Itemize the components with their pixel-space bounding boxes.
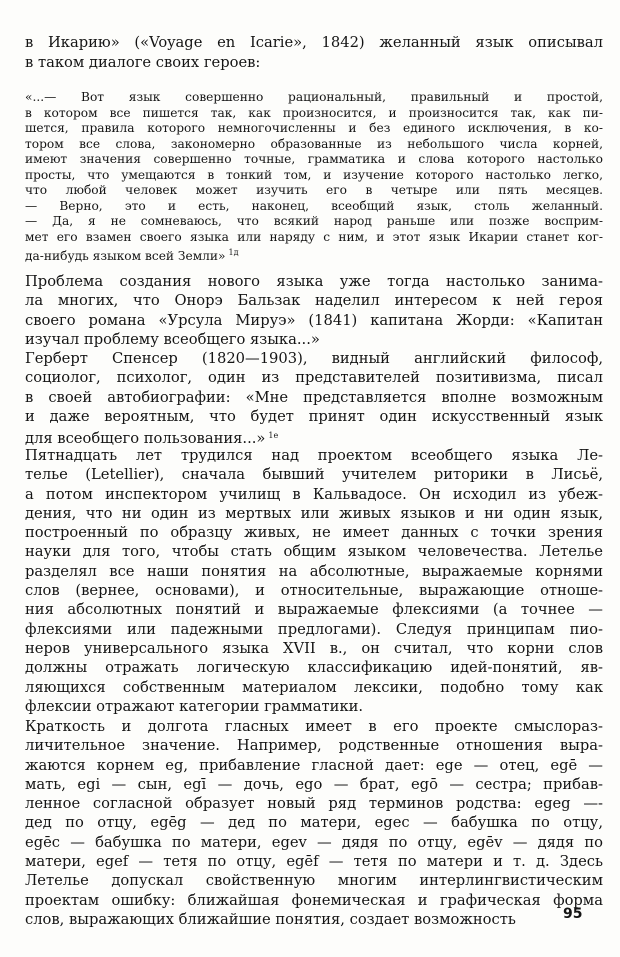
text-line: мет его взамен своего языка или наряду с ним, и этот язык Икарии станет ког- — [25, 229, 603, 244]
intro-text — [25, 33, 603, 72]
text-line: должны отражать логическую классификацию идей-понятий, яв- — [25, 659, 603, 677]
text-line: имеют значения совершенно точные, грамматика и слова которого настолько — [25, 152, 603, 166]
footnote-ref: 1д — [228, 248, 239, 257]
paragraph-letellier — [25, 446, 603, 716]
text-line: флексии отражают категории грамматики. — [25, 697, 364, 715]
text-line: дед по отцу, egēg — дед по матери, egec — бабушка по отцу, — [25, 814, 603, 832]
text-line: ния абсолютных понятий и выражаемые флексиями (а точнее — — [25, 601, 603, 619]
text-line: ла многих, что Онорэ Бальзак наделил интересом к ней героя — [25, 292, 603, 310]
text-line: матери, egef — тетя по отцу, egēf — тетя по матери и т. д. Здесь — [25, 853, 603, 871]
text-line: построенный по образцу живых, не имеет данных с точки зрения — [25, 524, 603, 542]
quote-block — [25, 90, 603, 265]
text-line: науки для того, чтобы стать общим языком человечества. Летелье — [25, 543, 603, 561]
text-line: просты, что умещаются в тонкий том, и изучение которого настолько легко, — [25, 167, 603, 182]
text-line: разделял все наши понятия на абсолютные, выражаемые корнями — [25, 562, 603, 580]
text-line: а потом инспектором училищ в Кальвадосе. Он исходил из убеж- — [25, 485, 603, 503]
text-line: мать, egi — сын, egī — дочь, ego — брат, egō — сестра; прибав- — [25, 775, 603, 793]
page-number: 95 — [563, 906, 583, 922]
text-line: — Да, я не сомневаюсь, что всякий народ раньше или позже восприм- — [25, 214, 603, 228]
text-line: шется, правила которого немногочисленны и без единого исключения, в ко- — [25, 121, 603, 135]
text-line: Проблема создания нового языка уже тогда настолько занима- — [25, 273, 603, 290]
text-line: ленное согласной образует новый ряд терминов родства: egeg —- — [25, 795, 603, 813]
text-line: своего романа «Урсула Мируэ» (1841) капитана Жорди: «Капитан — [25, 311, 603, 329]
text-line: в таком диалоге своих героев: — [25, 53, 261, 71]
text-line: Герберт Спенсер (1820—1903), видный английский философ, — [25, 350, 603, 367]
text-line: телье (Letellier), сначала бывший учителем риторики в Лисьё, — [25, 466, 603, 484]
text-line: egēc — бабушка по матери, egev — дядя по отцу, egēv — дядя по — [25, 833, 603, 851]
text-line: изучал проблему всеобщего языка...» — [25, 330, 320, 348]
text-line: проектам ошибку: ближайшая фонемическая и графическая форма — [25, 891, 603, 909]
footnote-ref: 1е — [268, 431, 279, 441]
text-line: слов (вернее, основами), и относительные, выражающие отноше- — [25, 582, 603, 600]
text-line: тором все слова, закономерно образованные из небольшого числа корней, — [25, 136, 603, 151]
text-line: слов, выражающих ближайшие понятия, создает возможность — [25, 910, 516, 928]
text-line: ляющихся собственным материалом лексики, подобно тому как — [25, 678, 603, 696]
text-line: в своей автобиографии: «Мне представляется вполне возможным — [25, 388, 603, 406]
text-line: личительное значение. Например, родственные отношения выра- — [25, 737, 603, 755]
text-line: — Верно, это и есть, наконец, всеобщий язык, столь желанный. — [25, 198, 603, 213]
text-line: и даже вероятным, что будет принят один искусственный язык — [25, 407, 603, 425]
text-line: социолог, психолог, один из представителей позитивизма, писал — [25, 369, 603, 387]
text-line: в котором все пишется так, как произносится, и произносится так, как пи- — [25, 105, 603, 120]
text-line: «...— Вот язык совершенно рациональный, правильный и простой, — [25, 90, 603, 104]
text-line: неров универсального языка XVII в., он считал, что корни слов — [25, 639, 603, 657]
paragraph-balzac — [25, 272, 603, 349]
text-line: Летелье допускал свойственную многим интерлингвистическим — [25, 872, 603, 890]
text-line: Пятнадцать лет трудился над проектом всеобщего языка Ле- — [25, 447, 603, 464]
text-line: да-нибудь языком всей Земли» $^{1д}$ — [25, 248, 239, 263]
paragraph-spencer — [25, 349, 603, 448]
paragraph-vowels — [25, 717, 603, 929]
text-line: в Икарию» («Voyage en Icarie», 1842) желанный язык описывал — [25, 34, 603, 51]
text-line: флексиями или падежными предлогами). Следуя принципам пио- — [25, 620, 603, 638]
text-line: для всеобщего пользования...» $^{1е}$ — [25, 430, 279, 448]
text-line: дения, что ни один из мертвых или живых языков и ни один язык, — [25, 504, 603, 522]
text-line: Краткость и долгота гласных имеет в его проекте смыслораз- — [25, 718, 603, 735]
text-line: что любой человек может изучить его в четыре или пять месяцев. — [25, 183, 603, 197]
text-line: жаются корнем eg, прибавление гласной дает: ege — отец, egē — — [25, 756, 603, 774]
